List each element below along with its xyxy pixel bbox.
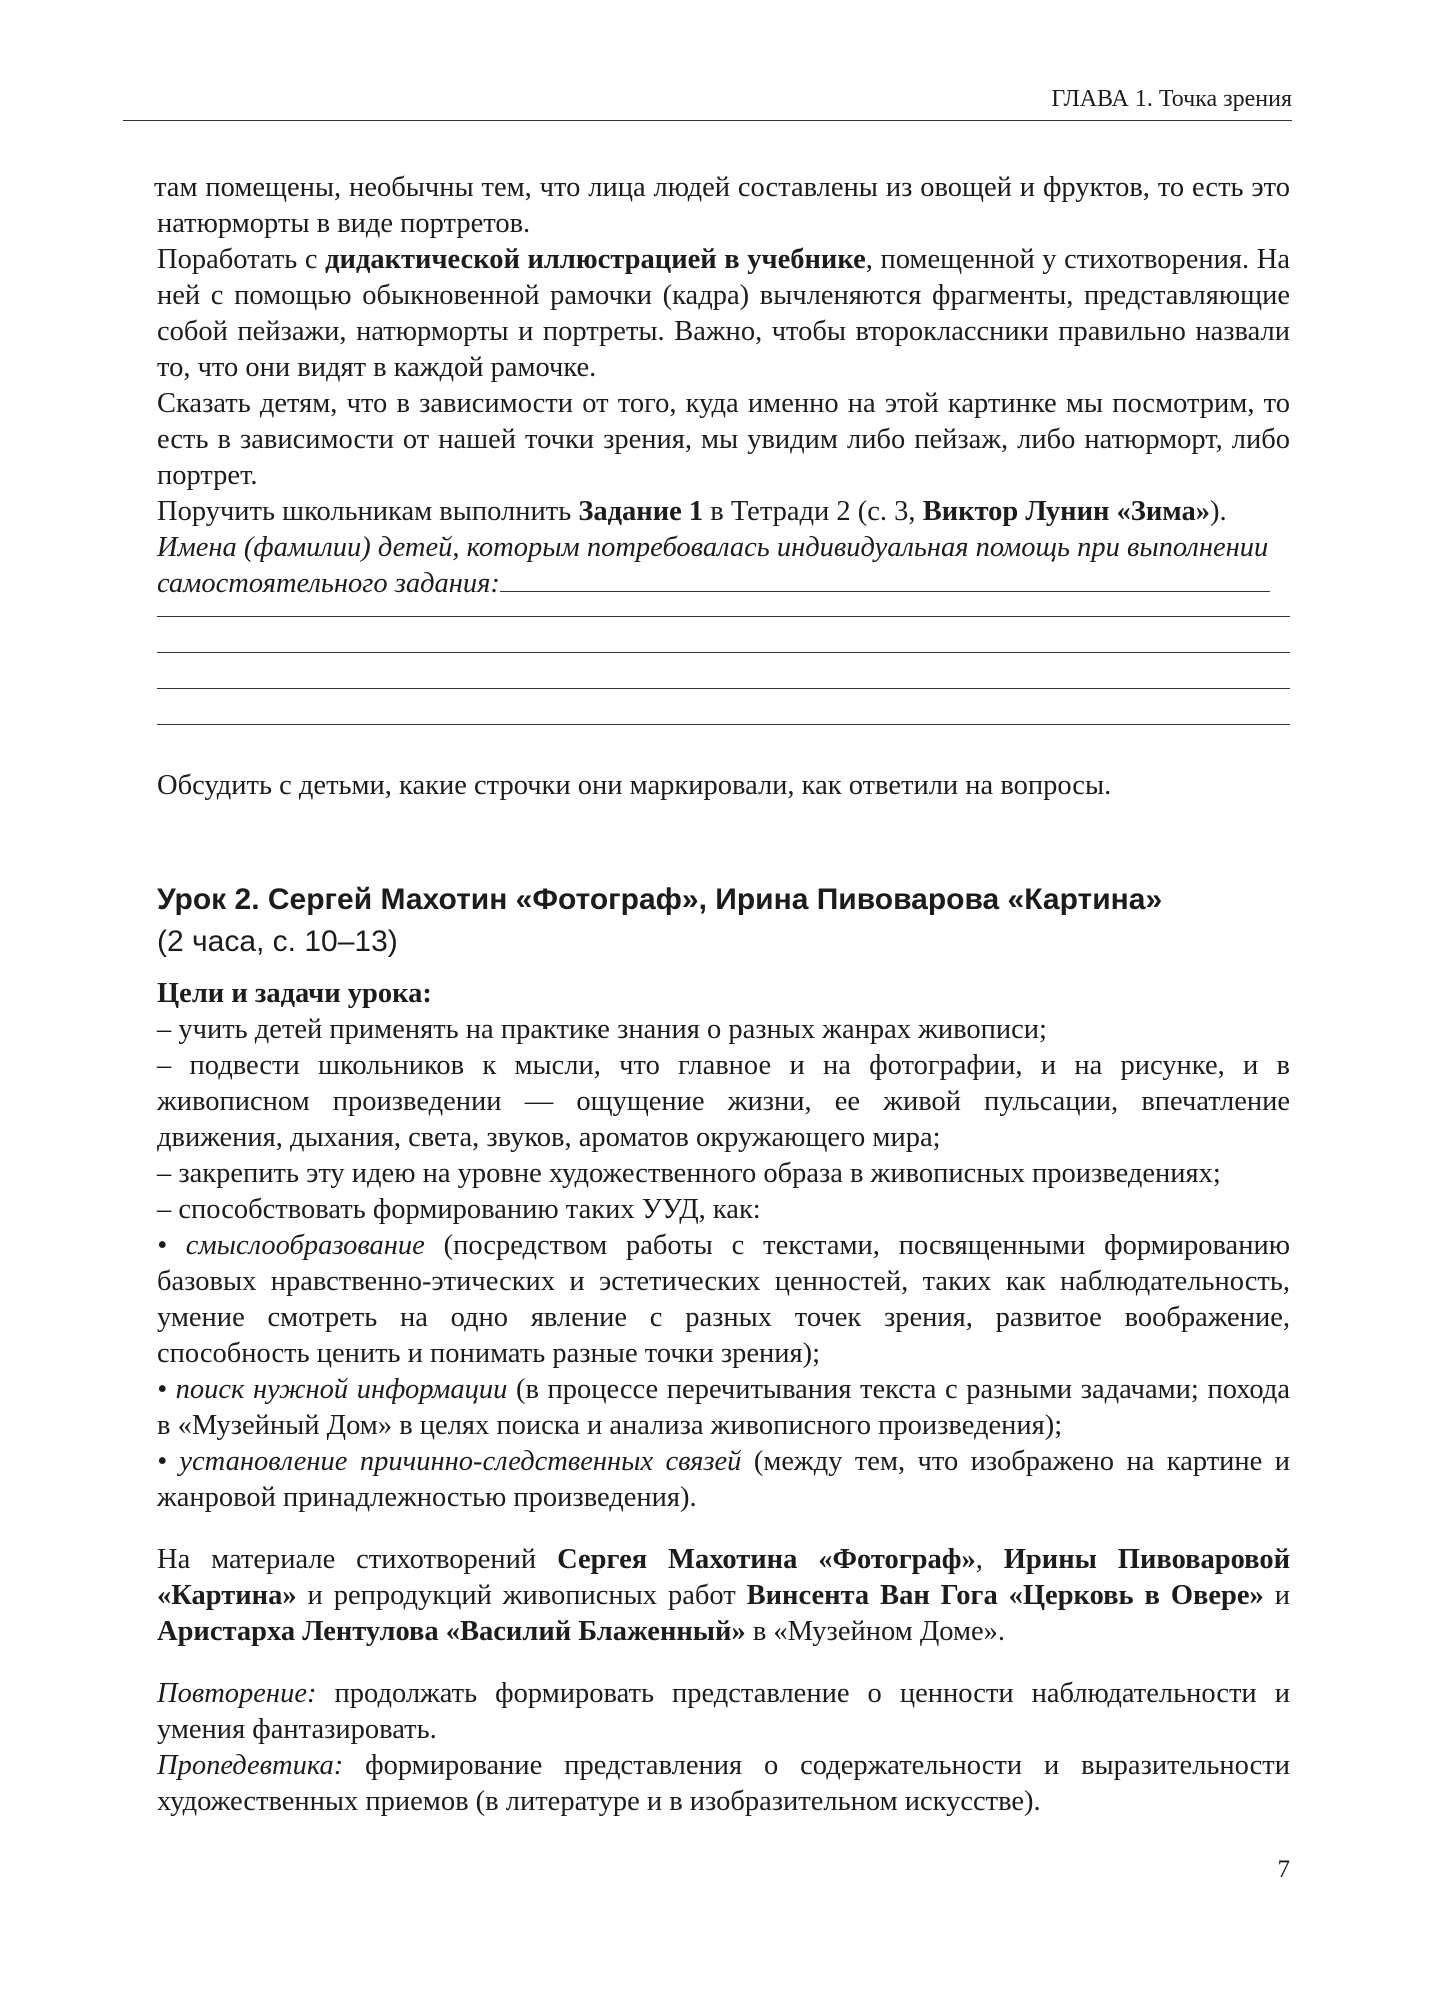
names-blank-inline[interactable]	[500, 591, 1270, 592]
uud-text-2: (в процессе перечитывания текста с разными задачами; похода в «Музейный Дом» в целях поиска и анализа живописного произведения);	[157, 1374, 1291, 1441]
material-paragraph	[157, 1542, 1290, 1650]
lesson-title: Урок 2. Сергей Махотин «Фотограф», Ирина Пивоварова «Картина»	[157, 883, 1163, 916]
names-blank-line-4[interactable]	[157, 724, 1290, 725]
propaedeutics-label: Пропедевтика:	[157, 1750, 344, 1781]
repeat-text: продолжать формировать представление о ценности наблюдательности и умения фантазировать.	[157, 1678, 1290, 1745]
blank-line-1-wrap	[157, 602, 1290, 638]
paragraph-4-text-end: ).	[1209, 496, 1227, 527]
paragraph-2	[157, 242, 1290, 386]
uud-bullet-1	[157, 1228, 1290, 1372]
paragraph-1: там помещены, необычны тем, что лица людей составлены из овощей и фруктов, то есть это натюрморты в виде портретов.	[154, 172, 1290, 239]
material-poem-1: Сергея Махотина «Фотограф»	[557, 1544, 976, 1575]
uud-term-1: • смыслообразование	[157, 1230, 425, 1261]
paragraph-4	[157, 494, 1290, 530]
names-blank-line-2[interactable]	[157, 652, 1290, 653]
names-prompt: Имена (фамилии) детей, которым потребовалась индивидуальная помощь при выполнении самостоятельного задания:	[157, 532, 1269, 599]
material-painting-1: Винсента Ван Гога «Церковь в Овере»	[746, 1580, 1264, 1611]
paragraph-4-text: Поручить школьникам выполнить	[157, 496, 579, 527]
blank-line-2-wrap	[157, 638, 1290, 674]
running-head: ГЛАВА 1. Точка зрения	[1051, 86, 1292, 112]
poem-reference: Виктор Лунин «Зима»	[922, 496, 1210, 527]
task-reference: Задание 1	[578, 496, 704, 527]
uud-term-2: • поиск нужной информации	[157, 1374, 508, 1405]
uud-bullet-2	[157, 1372, 1290, 1444]
material-text-g: и	[1263, 1580, 1290, 1611]
lesson-subtitle: (2 часа, с. 10–13)	[157, 925, 398, 958]
repeat-label: Повторение:	[157, 1678, 317, 1709]
material-text-c: ,	[975, 1544, 1004, 1575]
blank-line-4-wrap	[157, 710, 1290, 746]
goals-heading	[157, 976, 1290, 1012]
goals-heading-text: Цели и задачи урока:	[157, 978, 432, 1009]
uud-text-1: (посредством работы с текстами, посвященными формированию базовых нравственно-этических и эстетических ценностей, таких как наблюдательность, умение смотреть на одно явление с разных точек зрения, развитое воображение, способность ценить и понимать разные точки зрения);	[157, 1230, 1290, 1369]
section-spacer	[157, 804, 1290, 882]
repeat-paragraph	[157, 1676, 1290, 1748]
material-text-i: в «Музейном Доме».	[745, 1616, 1006, 1647]
paragraph-5	[157, 530, 1290, 602]
page-body	[154, 170, 1291, 1820]
material-text-a: На материале стихотворений	[157, 1544, 558, 1575]
names-blank-line-3[interactable]	[157, 688, 1290, 689]
material-painting-2: Аристарха Лентулова «Василий Блаженный»	[157, 1616, 746, 1647]
goal-1: – учить детей применять на практике знания о разных жанрах живописи;	[157, 1014, 1047, 1045]
page-number: 7	[1277, 1856, 1290, 1883]
paragraph-3: Сказать детям, что в зависимости от того, куда именно на этой картинке мы посмотрим, то есть в зависимости от нашей точки зрения, мы увидим либо пейзаж, либо натюрморт, либо портрет.	[157, 388, 1290, 491]
propaedeutics-paragraph	[157, 1748, 1290, 1820]
goal-2: – подвести школьников к мысли, что главное и на фотографии, и на рисунке, и в живописном произведении — ощущение жизни, ее живой пульсации, впечатление движения, дыхания, света, звуков, ароматов окружающего мира;	[157, 1050, 1290, 1153]
header-rule	[123, 120, 1292, 121]
paragraph-6: Обсудить с детьми, какие строчки они маркировали, как ответили на вопросы.	[157, 770, 1112, 801]
material-text-e: и репродукций живописных работ	[296, 1580, 747, 1611]
uud-text-3: (между тем, что изображено на картине и жанровой принадлежностью произведения).	[157, 1446, 1290, 1513]
uud-bullet-3	[157, 1444, 1290, 1516]
uud-term-3: • установление причинно-следственных связей	[157, 1446, 742, 1477]
paragraph-4-text-cont: в Тетради 2 (с. 3,	[703, 496, 923, 527]
goal-3: – закрепить эту идею на уровне художественного образа в живописных произведениях;	[157, 1158, 1221, 1189]
blank-line-3-wrap	[157, 674, 1290, 710]
material-poem-2: Ирины Пивоваровой «Картина»	[157, 1544, 1291, 1611]
propaedeutics-text: формирование представления о содержательности и выразительности художественных приемов (в литературе и в изобразительном искусстве).	[157, 1750, 1290, 1817]
paragraph-2-text-cont: , помещенной у стихотворения. На ней с помощью обыкновенной рамочки (кадра) вычленяются фрагменты, представляющие собой пейзажи, натюрморты и портреты. Важно, чтобы второклассники правильно назвали то, что они видят в каждой рамочке.	[157, 244, 1290, 383]
paragraph-2-bold: дидактической иллюстрацией в учебнике	[325, 244, 866, 275]
paragraph-2-text: Поработать с	[157, 244, 326, 275]
names-blank-line-1[interactable]	[157, 616, 1290, 617]
goal-4: – способствовать формированию таких УУД, как:	[157, 1194, 761, 1225]
